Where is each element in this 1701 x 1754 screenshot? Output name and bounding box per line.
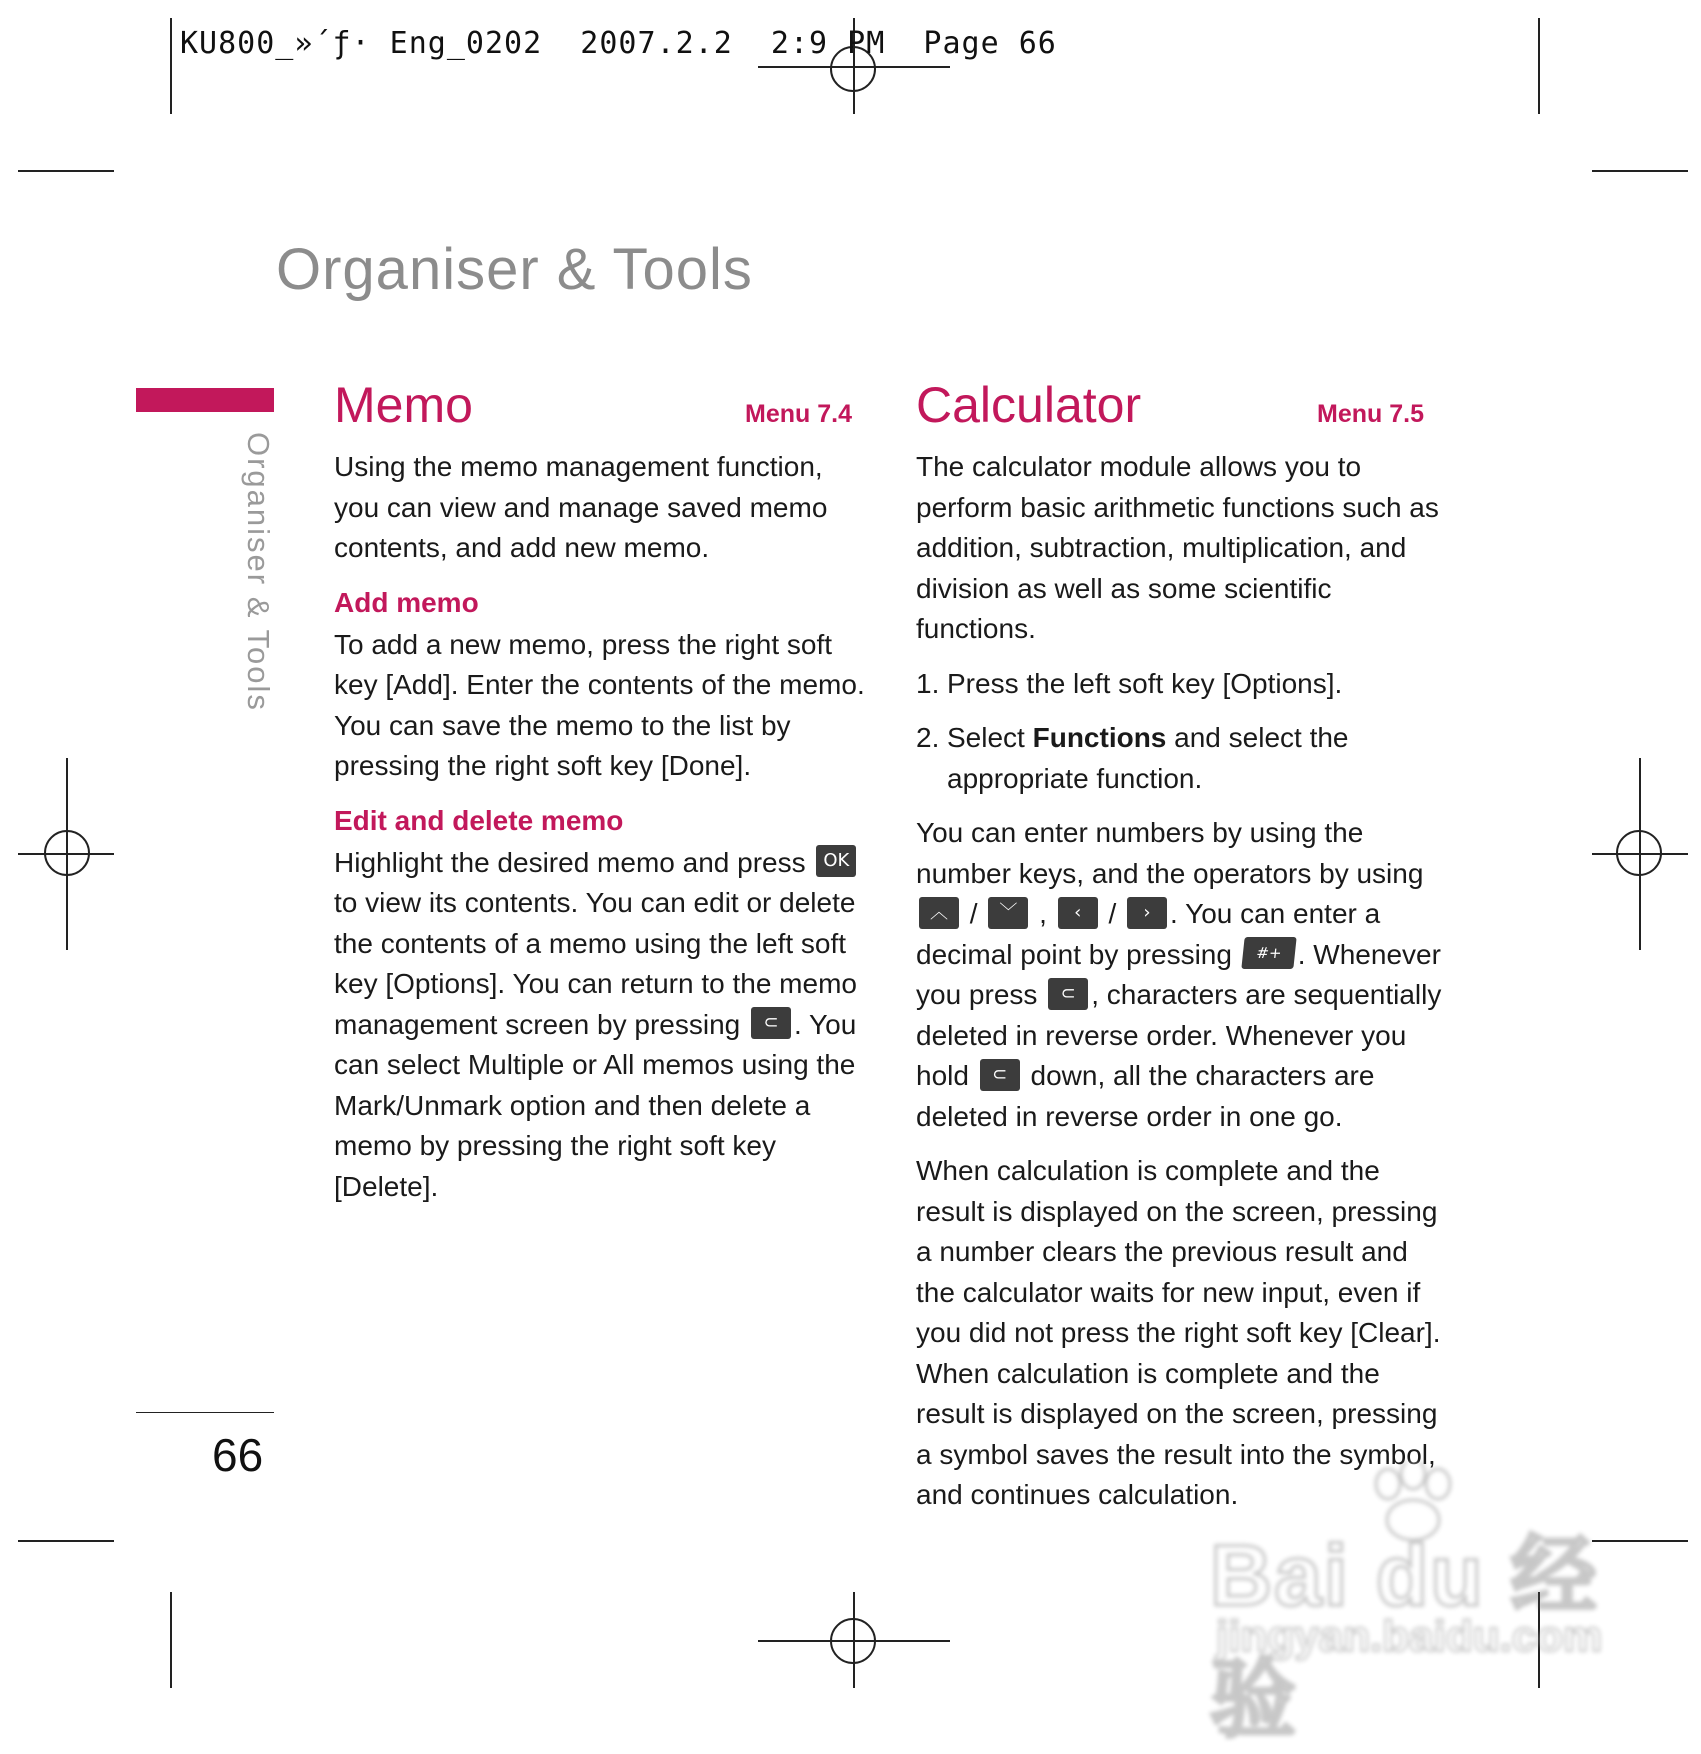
step-text bbox=[947, 718, 1446, 799]
registration-circle bbox=[1616, 830, 1662, 876]
registration-circle bbox=[44, 830, 90, 876]
step-number: 1. bbox=[916, 667, 940, 699]
keys-text-part: down, all the characters are deleted in reverse order in one go. bbox=[916, 1060, 1375, 1132]
calculator-intro: The calculator module allows you to perform basic arithmetic functions such as addition, subtraction, multiplication, and division as well as some scientific functions. bbox=[916, 451, 1439, 644]
page-number-rule bbox=[136, 1412, 274, 1413]
edit-text-part: . You can select Multiple or All memos using the Mark/Unmark option and then delete a memo by pressing the right soft key [Delete]. bbox=[334, 1008, 857, 1202]
page-number: 66 bbox=[212, 1429, 264, 1481]
crop-mark bbox=[170, 1592, 172, 1688]
baidu-watermark bbox=[1210, 1462, 1620, 1748]
memo-intro: Using the memo management function, you can view and manage saved memo contents, and add new memo. bbox=[334, 451, 828, 563]
clear-key-icon: ⊂ bbox=[751, 1007, 791, 1039]
print-slug: KU800_»´ƒ· Eng_0202 2007.2.2 2:9 PM Page 66 bbox=[180, 26, 1057, 61]
memo-heading-row bbox=[334, 378, 874, 433]
keys-text-part: You can enter numbers by using the number keys, and the operators by using bbox=[916, 817, 1424, 889]
keys-paragraph bbox=[916, 813, 1446, 1137]
calculator-title: Calculator bbox=[916, 377, 1142, 433]
side-tab-bar bbox=[136, 388, 274, 412]
memo-section bbox=[334, 378, 874, 1221]
step-text: Press the left soft key [Options]. bbox=[947, 667, 1343, 699]
step-text-part: and select the appropriate function. bbox=[947, 722, 1349, 794]
slash: / bbox=[969, 898, 978, 929]
watermark-main: Bai du 经验 bbox=[1210, 1528, 1599, 1748]
result-paragraph: When calculation is complete and the result is displayed on the screen, pressing a number clears the previous result and the calculator waits for new input, even if you did not press the right soft key [Clear]. When calculation is complete and the result is displayed on the screen, pressing a symbol saves the result into the symbol, and continues calculation. bbox=[916, 1155, 1441, 1510]
edit-text-part: to view its contents. You can edit or delete the contents of a memo using the left soft key [Options]. You can return to the memo management screen by pressing bbox=[334, 887, 857, 1040]
add-memo-heading: Add memo bbox=[334, 586, 479, 618]
calculator-section bbox=[916, 378, 1446, 1530]
clear-key-icon: ⊂ bbox=[1048, 978, 1088, 1010]
step-text-part: Select bbox=[947, 722, 1025, 753]
side-tab-label: Organiser & Tools bbox=[241, 432, 276, 712]
down-key-icon: ﹀ bbox=[988, 897, 1028, 929]
memo-menu-ref: Menu 7.4 bbox=[745, 400, 852, 428]
right-key-icon: › bbox=[1127, 897, 1167, 929]
watermark-sub: jingyan.baidu.com bbox=[1216, 1612, 1603, 1661]
clear-key-icon: ⊂ bbox=[980, 1059, 1020, 1091]
hash-key-icon: #+ bbox=[1241, 937, 1296, 969]
edit-text-part: Highlight the desired memo and press bbox=[334, 846, 806, 878]
calculator-menu-ref: Menu 7.5 bbox=[1317, 400, 1424, 428]
edit-memo-text bbox=[334, 843, 874, 1208]
edit-memo-heading: Edit and delete memo bbox=[334, 804, 624, 836]
functions-term: Functions bbox=[1032, 722, 1167, 753]
add-memo-text: To add a new memo, press the right soft key [Add]. Enter the contents of the memo. You can save the memo to the list by pressing the right soft key [Done]. bbox=[334, 628, 865, 781]
step-2 bbox=[916, 718, 1446, 799]
step-1 bbox=[916, 664, 1446, 705]
slash: / bbox=[1108, 898, 1117, 929]
keys-text-part: . You can enter a decimal point by pressing bbox=[916, 898, 1381, 970]
crop-mark bbox=[18, 170, 114, 172]
calculator-heading-row bbox=[916, 378, 1446, 433]
section-title: Organiser & Tools bbox=[276, 237, 753, 302]
up-key-icon: ︿ bbox=[919, 897, 959, 929]
memo-title: Memo bbox=[334, 377, 473, 433]
step-number: 2. bbox=[916, 722, 940, 753]
left-key-icon: ‹ bbox=[1058, 897, 1098, 929]
comma: , bbox=[1039, 898, 1047, 929]
keys-text-part: . Whenever you press bbox=[916, 938, 1441, 1010]
crop-mark bbox=[170, 18, 172, 114]
crop-mark bbox=[1538, 18, 1540, 114]
ok-key-icon: OK bbox=[816, 845, 856, 877]
keys-text-part: , characters are sequentially deleted in reverse order. Whenever you hold bbox=[916, 979, 1442, 1091]
crop-mark bbox=[1592, 170, 1688, 172]
registration-circle bbox=[830, 1618, 876, 1664]
crop-mark bbox=[18, 1540, 114, 1542]
